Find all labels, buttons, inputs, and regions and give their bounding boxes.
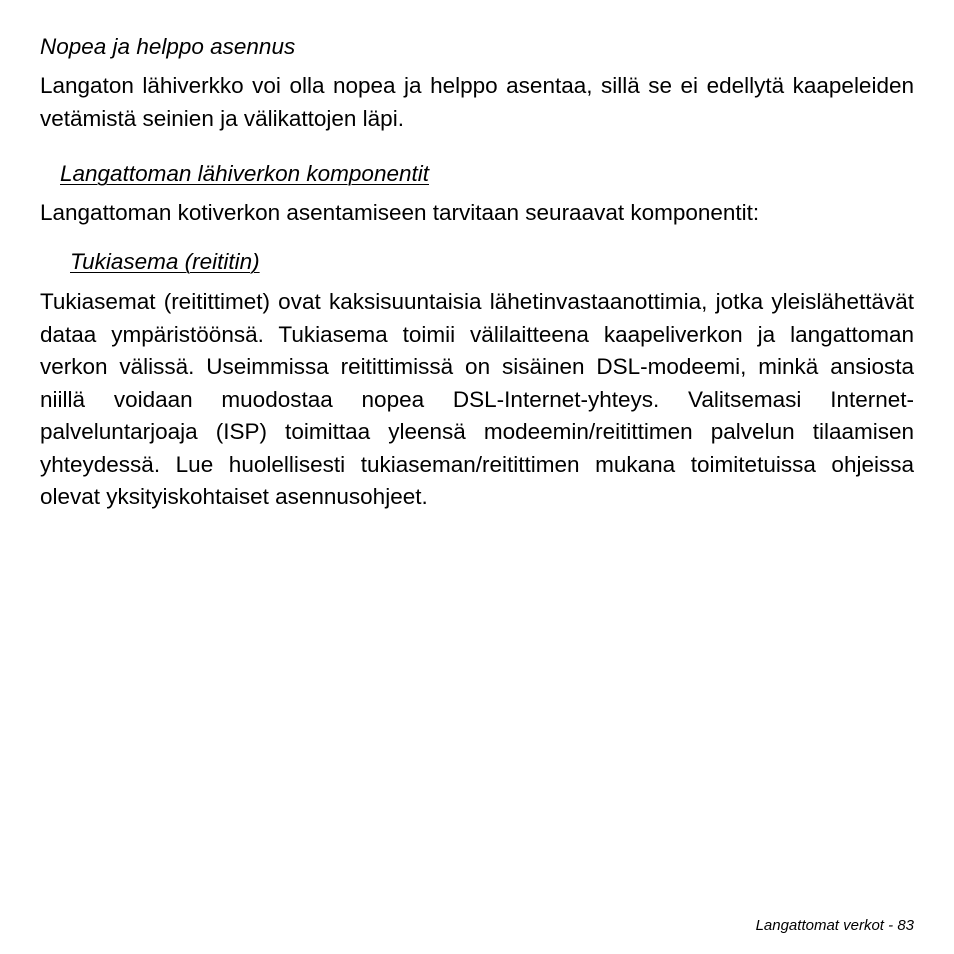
section-heading-quick-install: Nopea ja helppo asennus: [40, 34, 296, 59]
paragraph-quick-install: Langaton lähiverkko voi olla nopea ja helppo asentaa, sillä se ei edellytä kaapeleiden vetämistä seinien ja välikattojen läpi.: [40, 73, 914, 131]
paragraph-components: Langattoman kotiverkon asentamiseen tarvitaan seuraavat komponentit:: [40, 200, 760, 225]
page-number: 83: [897, 917, 914, 934]
section-heading-access-point: Tukiasema (reititin): [70, 249, 260, 274]
paragraph-access-point: Tukiasemat (reitittimet) ovat kaksisuuntaisia lähetinvastaanottimia, jotka yleislähettävät dataa ympäristöönsä. Tukiasema toimii välilaitteena kaapeliverkon ja langattoman verkon välissä. Useimmissa reitittimissä on sisäinen DSL-modeemi, minkä ansiosta niillä voidaan muodostaa nopea DSL-Internet-yhteys. Valitsemasi Internet-palveluntarjoaja (ISP) toimittaa yleensä modeemin/reitittimen palvelun tilaamisen yhteydessä. Lue huolellisesti tukiaseman/reitittimen mukana toimitetuissa ohjeissa olevat yksityiskohtaiset asennusohjeet.: [40, 289, 914, 509]
section-heading-components: Langattoman lähiverkon komponentit: [60, 161, 429, 186]
footer-chapter-title: Langattomat verkot -: [755, 917, 894, 934]
page-footer: [756, 917, 914, 934]
